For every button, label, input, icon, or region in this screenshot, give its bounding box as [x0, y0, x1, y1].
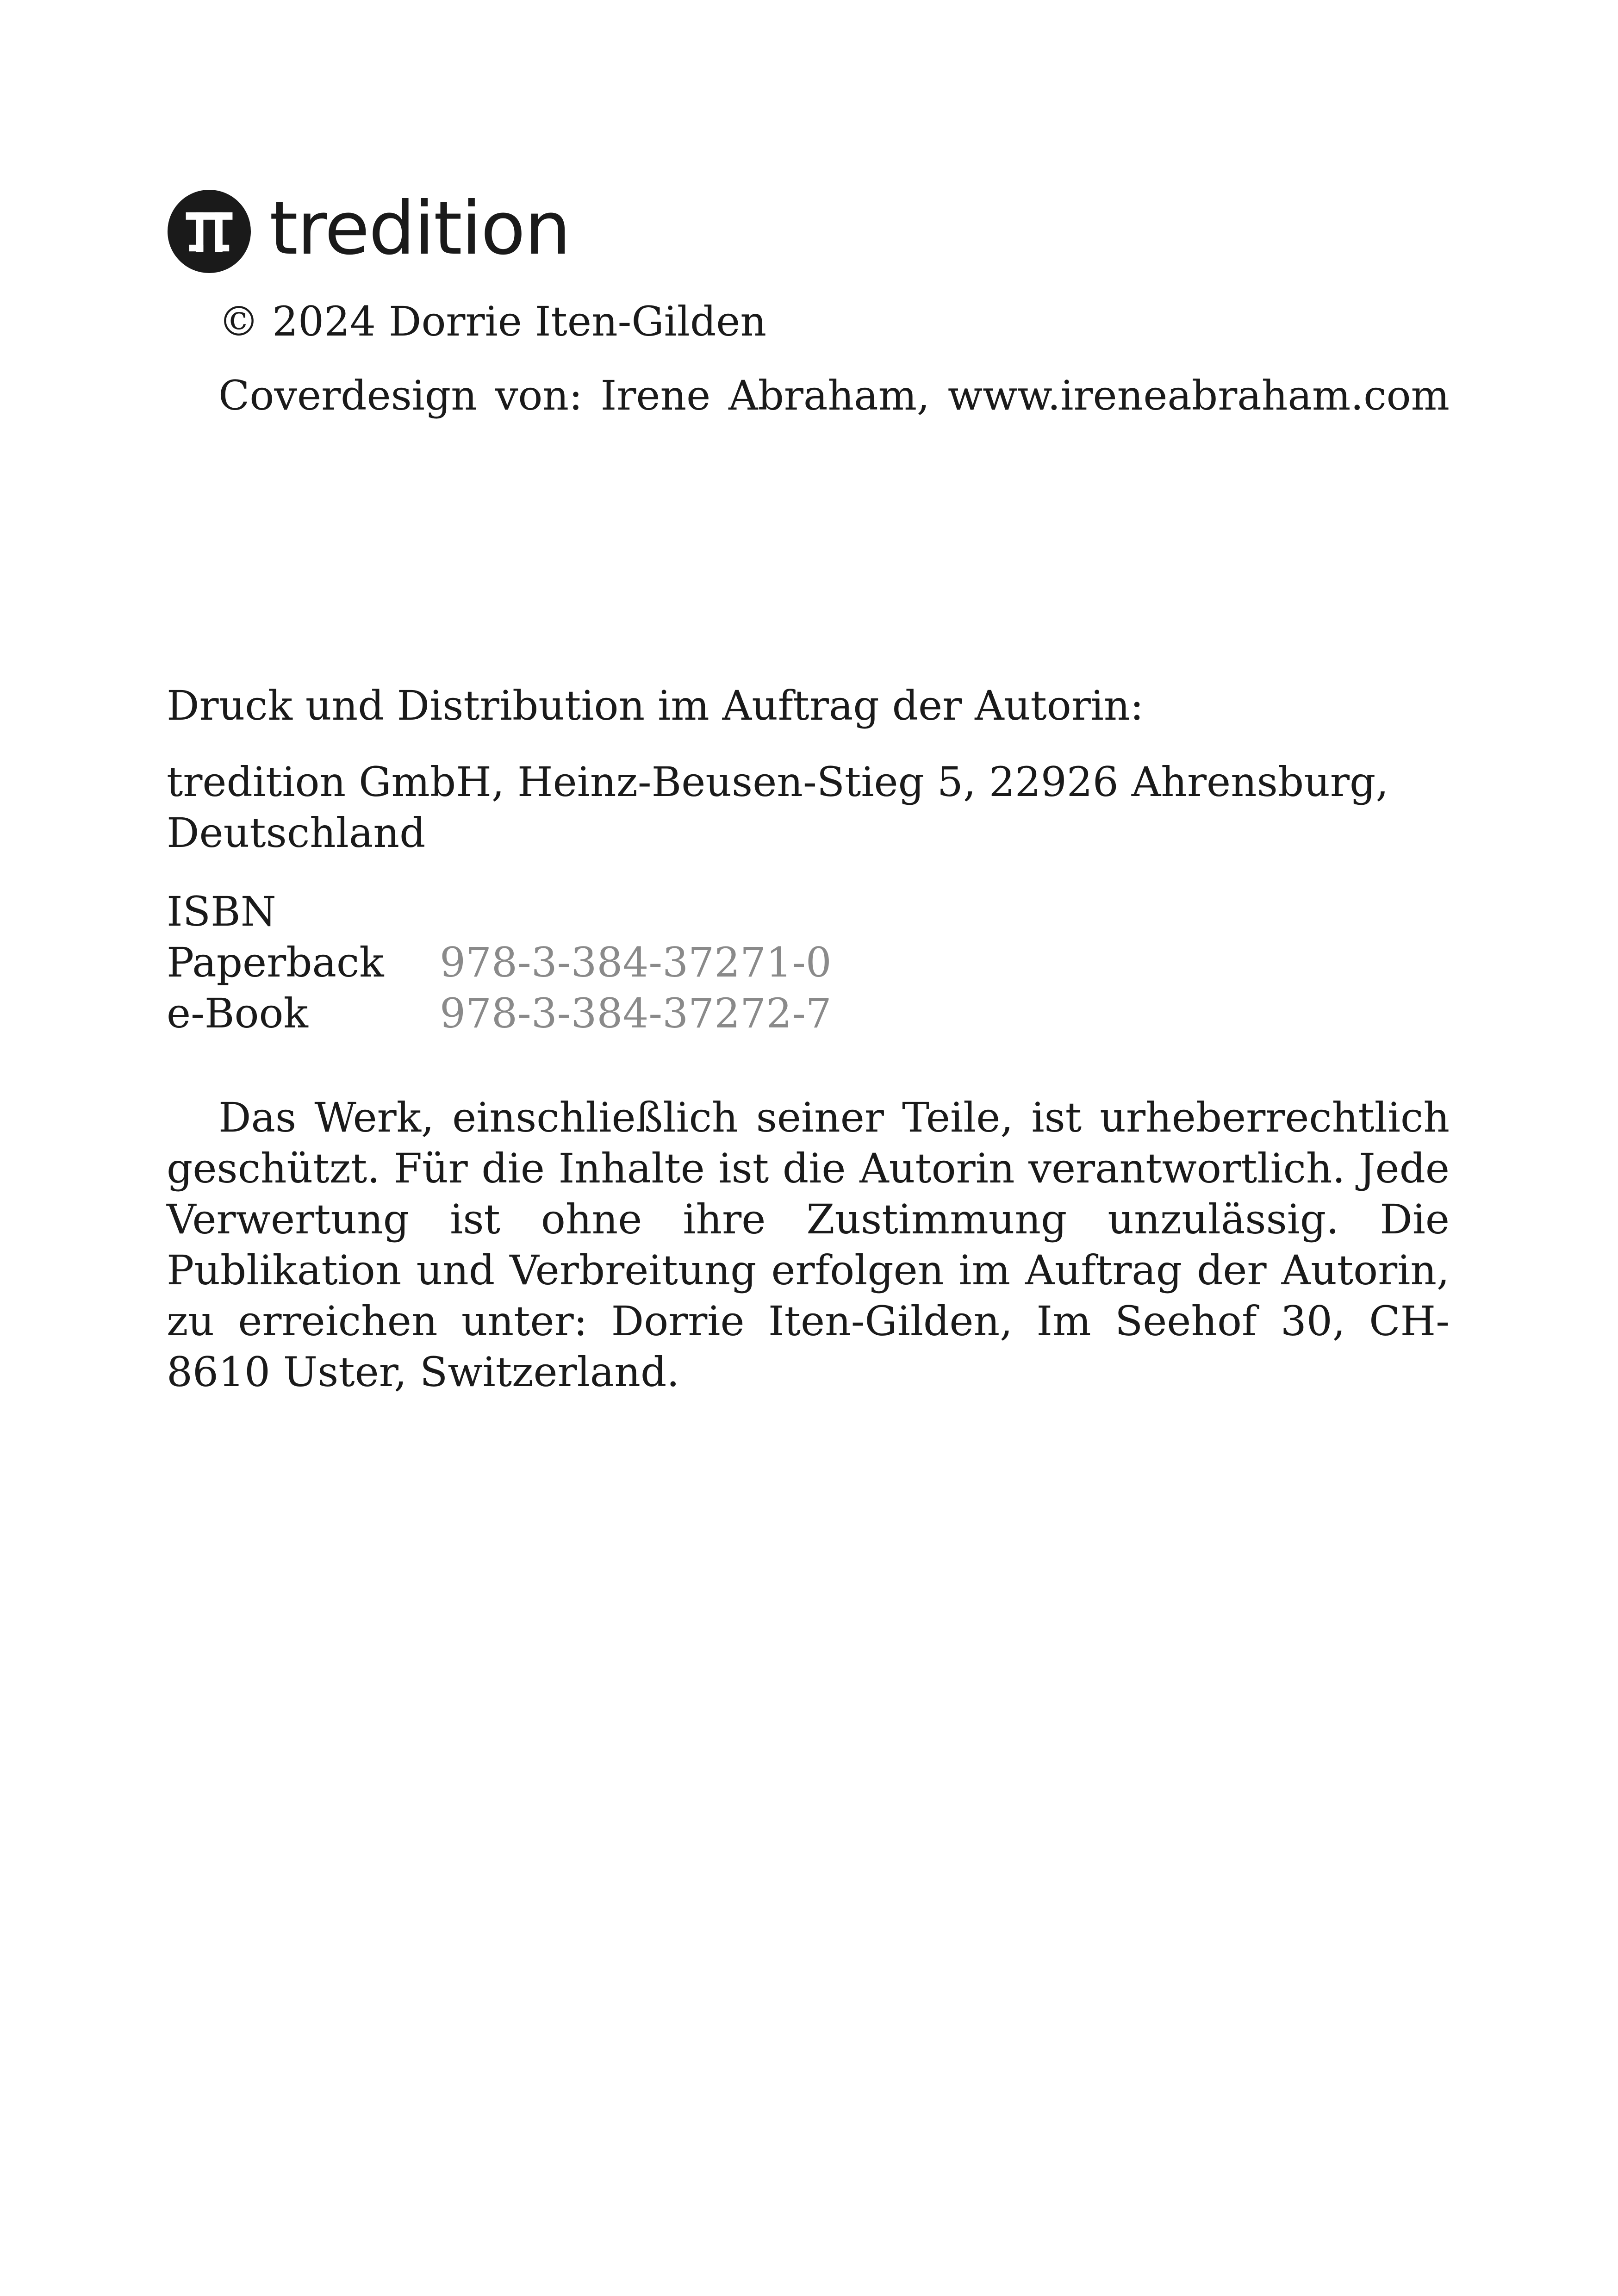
- cover-url: www.ireneabraham.com: [947, 372, 1450, 419]
- copyright-line: © 2024 Dorrie Iten-Gilden: [218, 298, 767, 345]
- distribution-label: Druck und Distribution im Auftrag der Autorin:: [167, 682, 1144, 729]
- cover-word: Coverdesign: [218, 372, 477, 419]
- isbn-heading: ISBN: [167, 888, 276, 935]
- isbn-label: Paperback: [167, 939, 384, 986]
- isbn-value: 978-3-384-37272-7: [440, 989, 832, 1037]
- isbn-row-paperback: [167, 937, 832, 988]
- tredition-logo-icon: [168, 190, 251, 273]
- distribution-address: tredition GmbH, Heinz-Beusen-Stieg 5, 22926 Ahrensburg, Deutschland: [167, 758, 1389, 857]
- isbn-value: 978-3-384-37271-0: [440, 939, 832, 986]
- cover-word: Irene: [600, 372, 711, 419]
- isbn-block: [167, 886, 832, 1039]
- publisher-logo: [168, 186, 570, 273]
- isbn-row-ebook: [167, 988, 832, 1039]
- legal-notice: Das Werk, einschließlich seiner Teile, ist urheberrechtlich geschützt. Für die Inhalte ist die Autorin verantwortlich. Jede Verwertung ist ohne ihre Zustimmung unzulässig. Die Publikation und Verbreitung erfolgen im Auftrag der Autorin, zu erreichen unter: Dorrie Iten-Gilden, Im Seehof 30, CH-8610 Uster, Switzerland.: [167, 1094, 1450, 1396]
- publisher-name: tredition: [269, 186, 570, 271]
- isbn-label: e-Book: [167, 989, 308, 1037]
- cover-credit: [218, 370, 1450, 421]
- cover-word: von:: [495, 372, 583, 419]
- cover-word: Abraham,: [728, 372, 930, 419]
